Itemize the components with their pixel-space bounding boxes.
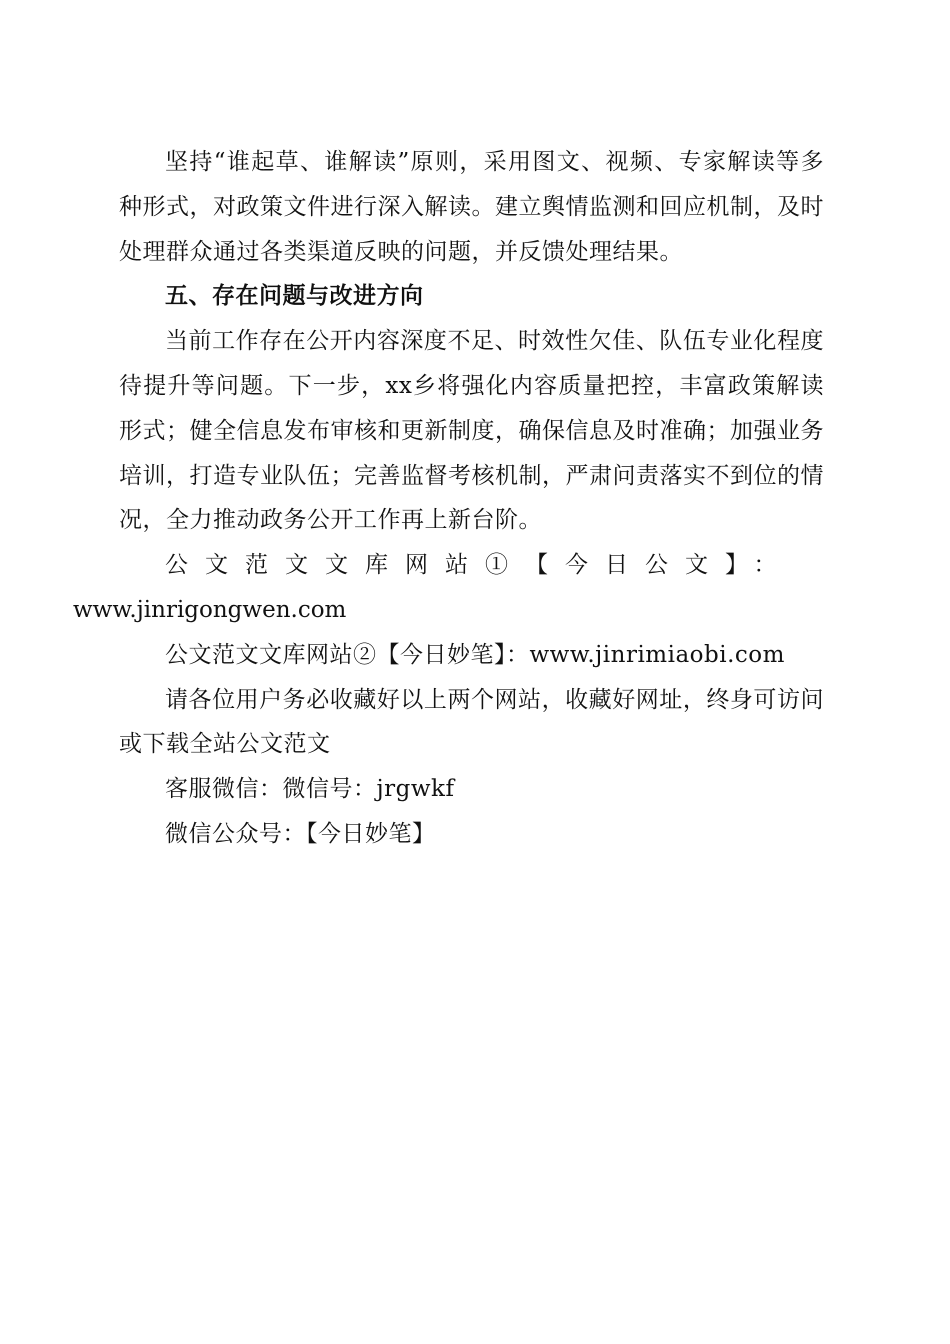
footer-site1-url[interactable]: www.jinrigongwen.com [73, 596, 347, 623]
document-page [73, 140, 824, 857]
footer-site1-label: 公文范文文库网站①【今日公文】： [165, 552, 794, 579]
footer-notice: 请各位用户务必收藏好以上两个网站，收藏好网址，终身可访问或下载全站公文范文 [119, 686, 824, 758]
footer-wechat-service: 客服微信：微信号：jrgwkf [165, 776, 455, 803]
section-heading: 五、存在问题与改进方向 [165, 283, 424, 310]
footer-site1 [73, 543, 824, 633]
body-paragraph: 坚持“谁起草、谁解读”原则，采用图文、视频、专家解读等多种形式，对政策文件进行深入解读。建立舆情监测和回应机制，及时处理群众通过各类渠道反映的问题，并反馈处理结果。 [119, 149, 824, 265]
footer-wechat-official: 微信公众号：【今日妙笔】 [165, 820, 436, 847]
body-paragraph: 当前工作存在公开内容深度不足、时效性欠佳、队伍专业化程度待提升等问题。下一步，xx乡将强化内容质量把控，丰富政策解读形式；健全信息发布审核和更新制度，确保信息及时准确；加强业务培训，打造专业队伍；完善监督考核机制，严肃问责落实不到位的情况，全力推动政务公开工作再上新台阶。 [119, 328, 824, 534]
footer-site2[interactable]: 公文范文文库网站②【今日妙笔】：www.jinrimiaobi.com [165, 641, 785, 668]
